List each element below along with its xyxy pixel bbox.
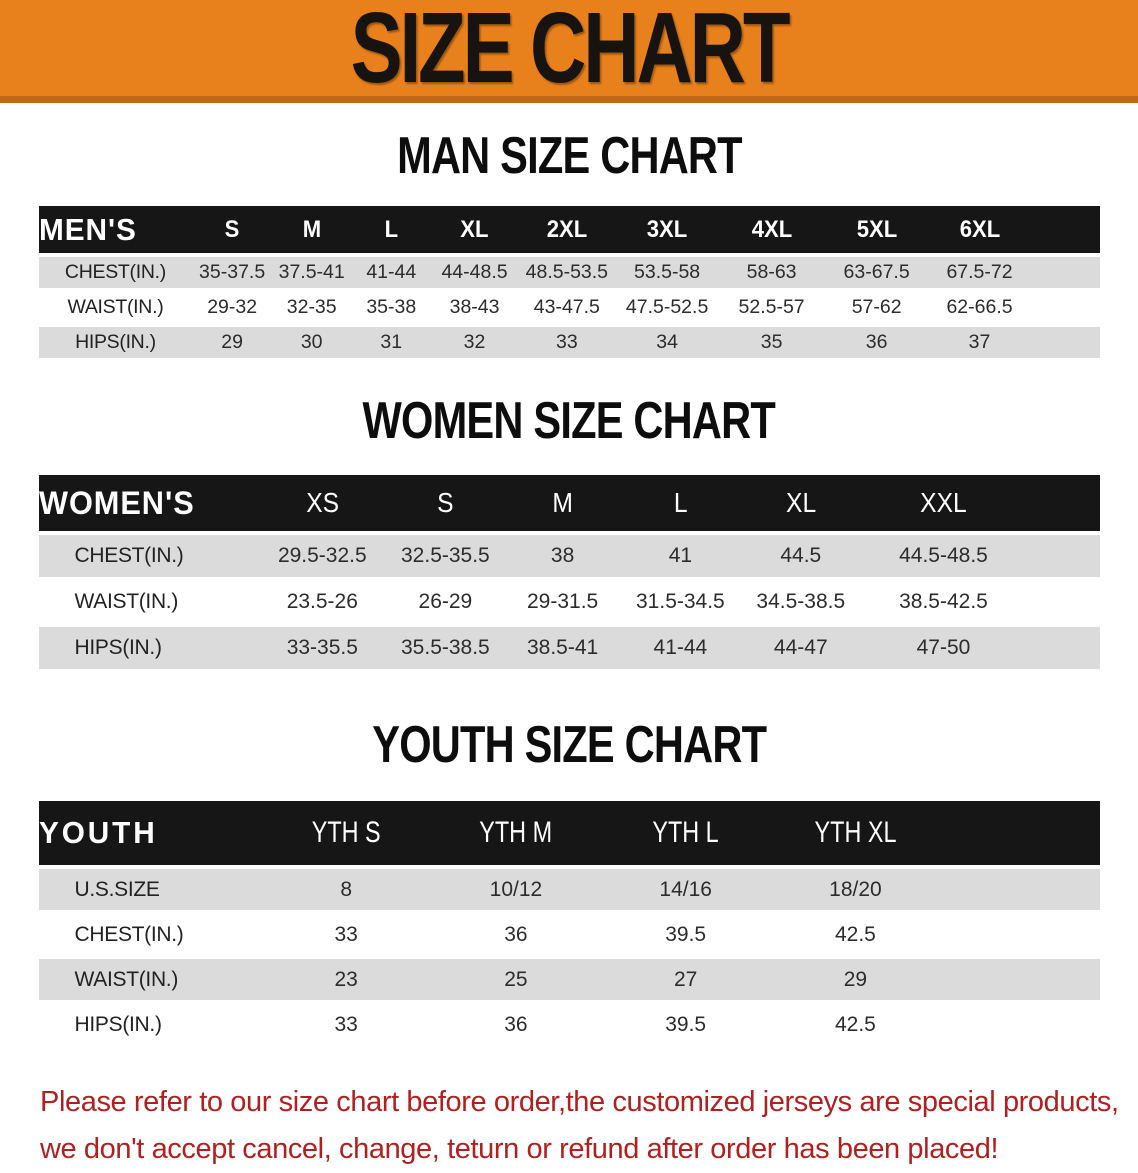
size-value-cell: 18/20: [771, 869, 941, 910]
size-column-header: [616, 206, 719, 253]
row-label: CHEST(IN.): [39, 257, 193, 288]
size-column-header: [859, 475, 1029, 531]
table-row: [39, 292, 1100, 323]
size-table: [39, 797, 1100, 1049]
table-row: [39, 869, 1100, 910]
size-value-cell: 63-67.5: [825, 257, 929, 288]
size-column-header: [272, 206, 352, 253]
size-value-cell: 32.5-35.5: [383, 535, 507, 577]
size-value-cell: 32: [431, 327, 518, 358]
header-filler-cell: [1028, 475, 1099, 531]
row-label: WAIST(IN.): [39, 959, 262, 1000]
footer-note: [40, 1079, 1138, 1173]
table-row: [39, 581, 1100, 623]
size-value-cell: 38.5-42.5: [859, 581, 1029, 623]
row-filler-cell: [1030, 292, 1099, 323]
size-value-cell: 58-63: [719, 257, 825, 288]
row-label: WAIST(IN.): [39, 581, 262, 623]
size-column-text: 3XL: [646, 215, 688, 243]
banner-title: SIZE CHART: [350, 0, 788, 104]
section-heading: WOMEN SIZE CHART: [362, 392, 776, 450]
size-column-text: XL: [460, 215, 489, 243]
table-corner-label: [39, 801, 262, 865]
footer-line-2: we don't accept cancel, change, teturn or refund after order has been placed!: [40, 1132, 999, 1165]
size-column-text: XL: [785, 487, 816, 518]
row-label: WAIST(IN.): [39, 292, 193, 323]
size-value-cell: 10/12: [431, 869, 601, 910]
size-value-cell: 34.5-38.5: [743, 581, 859, 623]
size-column-header: [261, 475, 383, 531]
size-column-header: [601, 801, 771, 865]
size-column-text: S: [224, 215, 240, 243]
size-column-header: [518, 206, 616, 253]
size-value-cell: 44-48.5: [431, 257, 518, 288]
size-column-text: M: [552, 487, 573, 518]
table-header-row: [39, 475, 1100, 531]
size-value-cell: 48.5-53.5: [518, 257, 616, 288]
table-row: [39, 535, 1100, 577]
row-filler-cell: [1030, 257, 1099, 288]
size-value-cell: 42.5: [771, 914, 941, 955]
size-value-cell: 44.5-48.5: [859, 535, 1029, 577]
size-value-cell: 38-43: [431, 292, 518, 323]
header-filler-cell: [1030, 206, 1099, 253]
section-heading: YOUTH SIZE CHART: [372, 716, 766, 774]
size-value-cell: 29-31.5: [507, 581, 617, 623]
size-value-cell: 41: [618, 535, 743, 577]
table-corner-text: MEN'S: [38, 211, 137, 247]
size-value-cell: 43-47.5: [518, 292, 616, 323]
section-heading: MAN SIZE CHART: [396, 127, 742, 185]
table-row: [39, 1004, 1100, 1045]
size-value-cell: 14/16: [601, 869, 771, 910]
size-value-cell: 8: [261, 869, 431, 910]
size-column-header: [507, 475, 617, 531]
size-column-header: [618, 475, 743, 531]
size-value-cell: 27: [601, 959, 771, 1000]
size-value-cell: 33: [261, 914, 431, 955]
table-row: [39, 914, 1100, 955]
size-column-header: [825, 206, 929, 253]
size-value-cell: 29-32: [192, 292, 272, 323]
row-label: HIPS(IN.): [39, 327, 193, 358]
size-column-text: L: [673, 487, 688, 518]
size-value-cell: 29: [192, 327, 272, 358]
size-value-cell: 29: [771, 959, 941, 1000]
size-column-text: S: [437, 487, 454, 518]
row-filler-cell: [940, 1004, 1099, 1045]
size-value-cell: 53.5-58: [616, 257, 719, 288]
size-value-cell: 67.5-72: [929, 257, 1031, 288]
size-column-text: 5XL: [856, 215, 897, 243]
row-filler-cell: [1028, 581, 1099, 623]
size-value-cell: 33: [261, 1004, 431, 1045]
size-value-cell: 36: [431, 914, 601, 955]
size-value-cell: 41-44: [618, 627, 743, 669]
size-value-cell: 30: [272, 327, 352, 358]
size-column-header: [431, 801, 601, 865]
size-value-cell: 47.5-52.5: [616, 292, 719, 323]
size-value-cell: 26-29: [383, 581, 507, 623]
size-column-text: YTH L: [652, 816, 719, 849]
size-value-cell: 35: [719, 327, 825, 358]
size-value-cell: 35-37.5: [192, 257, 272, 288]
size-column-header: [719, 206, 825, 253]
row-filler-cell: [1028, 627, 1099, 669]
table-row: [39, 627, 1100, 669]
size-chart-section: [0, 103, 1138, 362]
size-column-header: [743, 475, 859, 531]
size-value-cell: 57-62: [825, 292, 929, 323]
table-corner-text: YOUTH: [38, 815, 158, 850]
size-column-text: 2XL: [546, 215, 588, 243]
size-value-cell: 39.5: [601, 1004, 771, 1045]
size-value-cell: 33-35.5: [261, 627, 383, 669]
size-column-text: M: [302, 215, 321, 243]
size-column-header: [431, 206, 518, 253]
size-value-cell: 38: [507, 535, 617, 577]
size-table: [39, 202, 1100, 362]
size-value-cell: 39.5: [601, 914, 771, 955]
size-value-cell: 33: [518, 327, 616, 358]
size-column-text: YTH XL: [814, 816, 897, 849]
size-column-header: [261, 801, 431, 865]
size-value-cell: 35.5-38.5: [383, 627, 507, 669]
row-filler-cell: [1028, 535, 1099, 577]
size-column-header: [383, 475, 507, 531]
row-filler-cell: [1030, 327, 1099, 358]
size-value-cell: 62-66.5: [929, 292, 1031, 323]
size-column-header: [771, 801, 941, 865]
size-value-cell: 31.5-34.5: [618, 581, 743, 623]
size-value-cell: 44.5: [743, 535, 859, 577]
size-column-header: [192, 206, 272, 253]
size-column-text: YTH M: [479, 816, 553, 849]
table-corner-label: [39, 206, 193, 253]
size-column-text: 6XL: [959, 215, 1000, 243]
header-filler-cell: [940, 801, 1099, 865]
size-column-header: [929, 206, 1031, 253]
footer-line-1: Please refer to our size chart before order,the customized jerseys are special products,: [40, 1086, 1119, 1118]
row-filler-cell: [940, 869, 1099, 910]
row-filler-cell: [940, 914, 1099, 955]
size-value-cell: 36: [825, 327, 929, 358]
size-value-cell: 37.5-41: [272, 257, 352, 288]
row-label: CHEST(IN.): [39, 535, 262, 577]
size-column-text: YTH S: [311, 816, 381, 849]
size-value-cell: 47-50: [859, 627, 1029, 669]
row-label: CHEST(IN.): [39, 914, 262, 955]
size-column-header: [351, 206, 431, 253]
size-column-text: XXL: [920, 487, 967, 518]
size-chart-section: [0, 362, 1138, 673]
row-filler-cell: [940, 959, 1099, 1000]
size-value-cell: 25: [431, 959, 601, 1000]
row-label: HIPS(IN.): [39, 627, 262, 669]
size-chart-section: [0, 673, 1138, 1049]
table-row: [39, 257, 1100, 288]
size-value-cell: 37: [929, 327, 1031, 358]
table-row: [39, 327, 1100, 358]
table-row: [39, 959, 1100, 1000]
banner: [0, 0, 1138, 103]
size-value-cell: 23.5-26: [261, 581, 383, 623]
size-value-cell: 38.5-41: [507, 627, 617, 669]
size-value-cell: 44-47: [743, 627, 859, 669]
size-value-cell: 31: [351, 327, 431, 358]
table-corner-text: WOMEN'S: [38, 484, 195, 521]
size-value-cell: 42.5: [771, 1004, 941, 1045]
row-label: HIPS(IN.): [39, 1004, 262, 1045]
table-header-row: [39, 206, 1100, 253]
table-corner-label: [39, 475, 262, 531]
size-value-cell: 34: [616, 327, 719, 358]
size-table: [39, 471, 1100, 673]
size-charts: [0, 103, 1138, 1049]
size-column-text: 4XL: [751, 215, 792, 243]
size-column-text: XS: [305, 487, 339, 518]
size-value-cell: 32-35: [272, 292, 352, 323]
size-value-cell: 29.5-32.5: [261, 535, 383, 577]
size-value-cell: 36: [431, 1004, 601, 1045]
row-label: U.S.SIZE: [39, 869, 262, 910]
size-value-cell: 23: [261, 959, 431, 1000]
size-value-cell: 41-44: [351, 257, 431, 288]
size-column-text: L: [384, 215, 398, 243]
size-value-cell: 52.5-57: [719, 292, 825, 323]
table-header-row: [39, 801, 1100, 865]
size-value-cell: 35-38: [351, 292, 431, 323]
